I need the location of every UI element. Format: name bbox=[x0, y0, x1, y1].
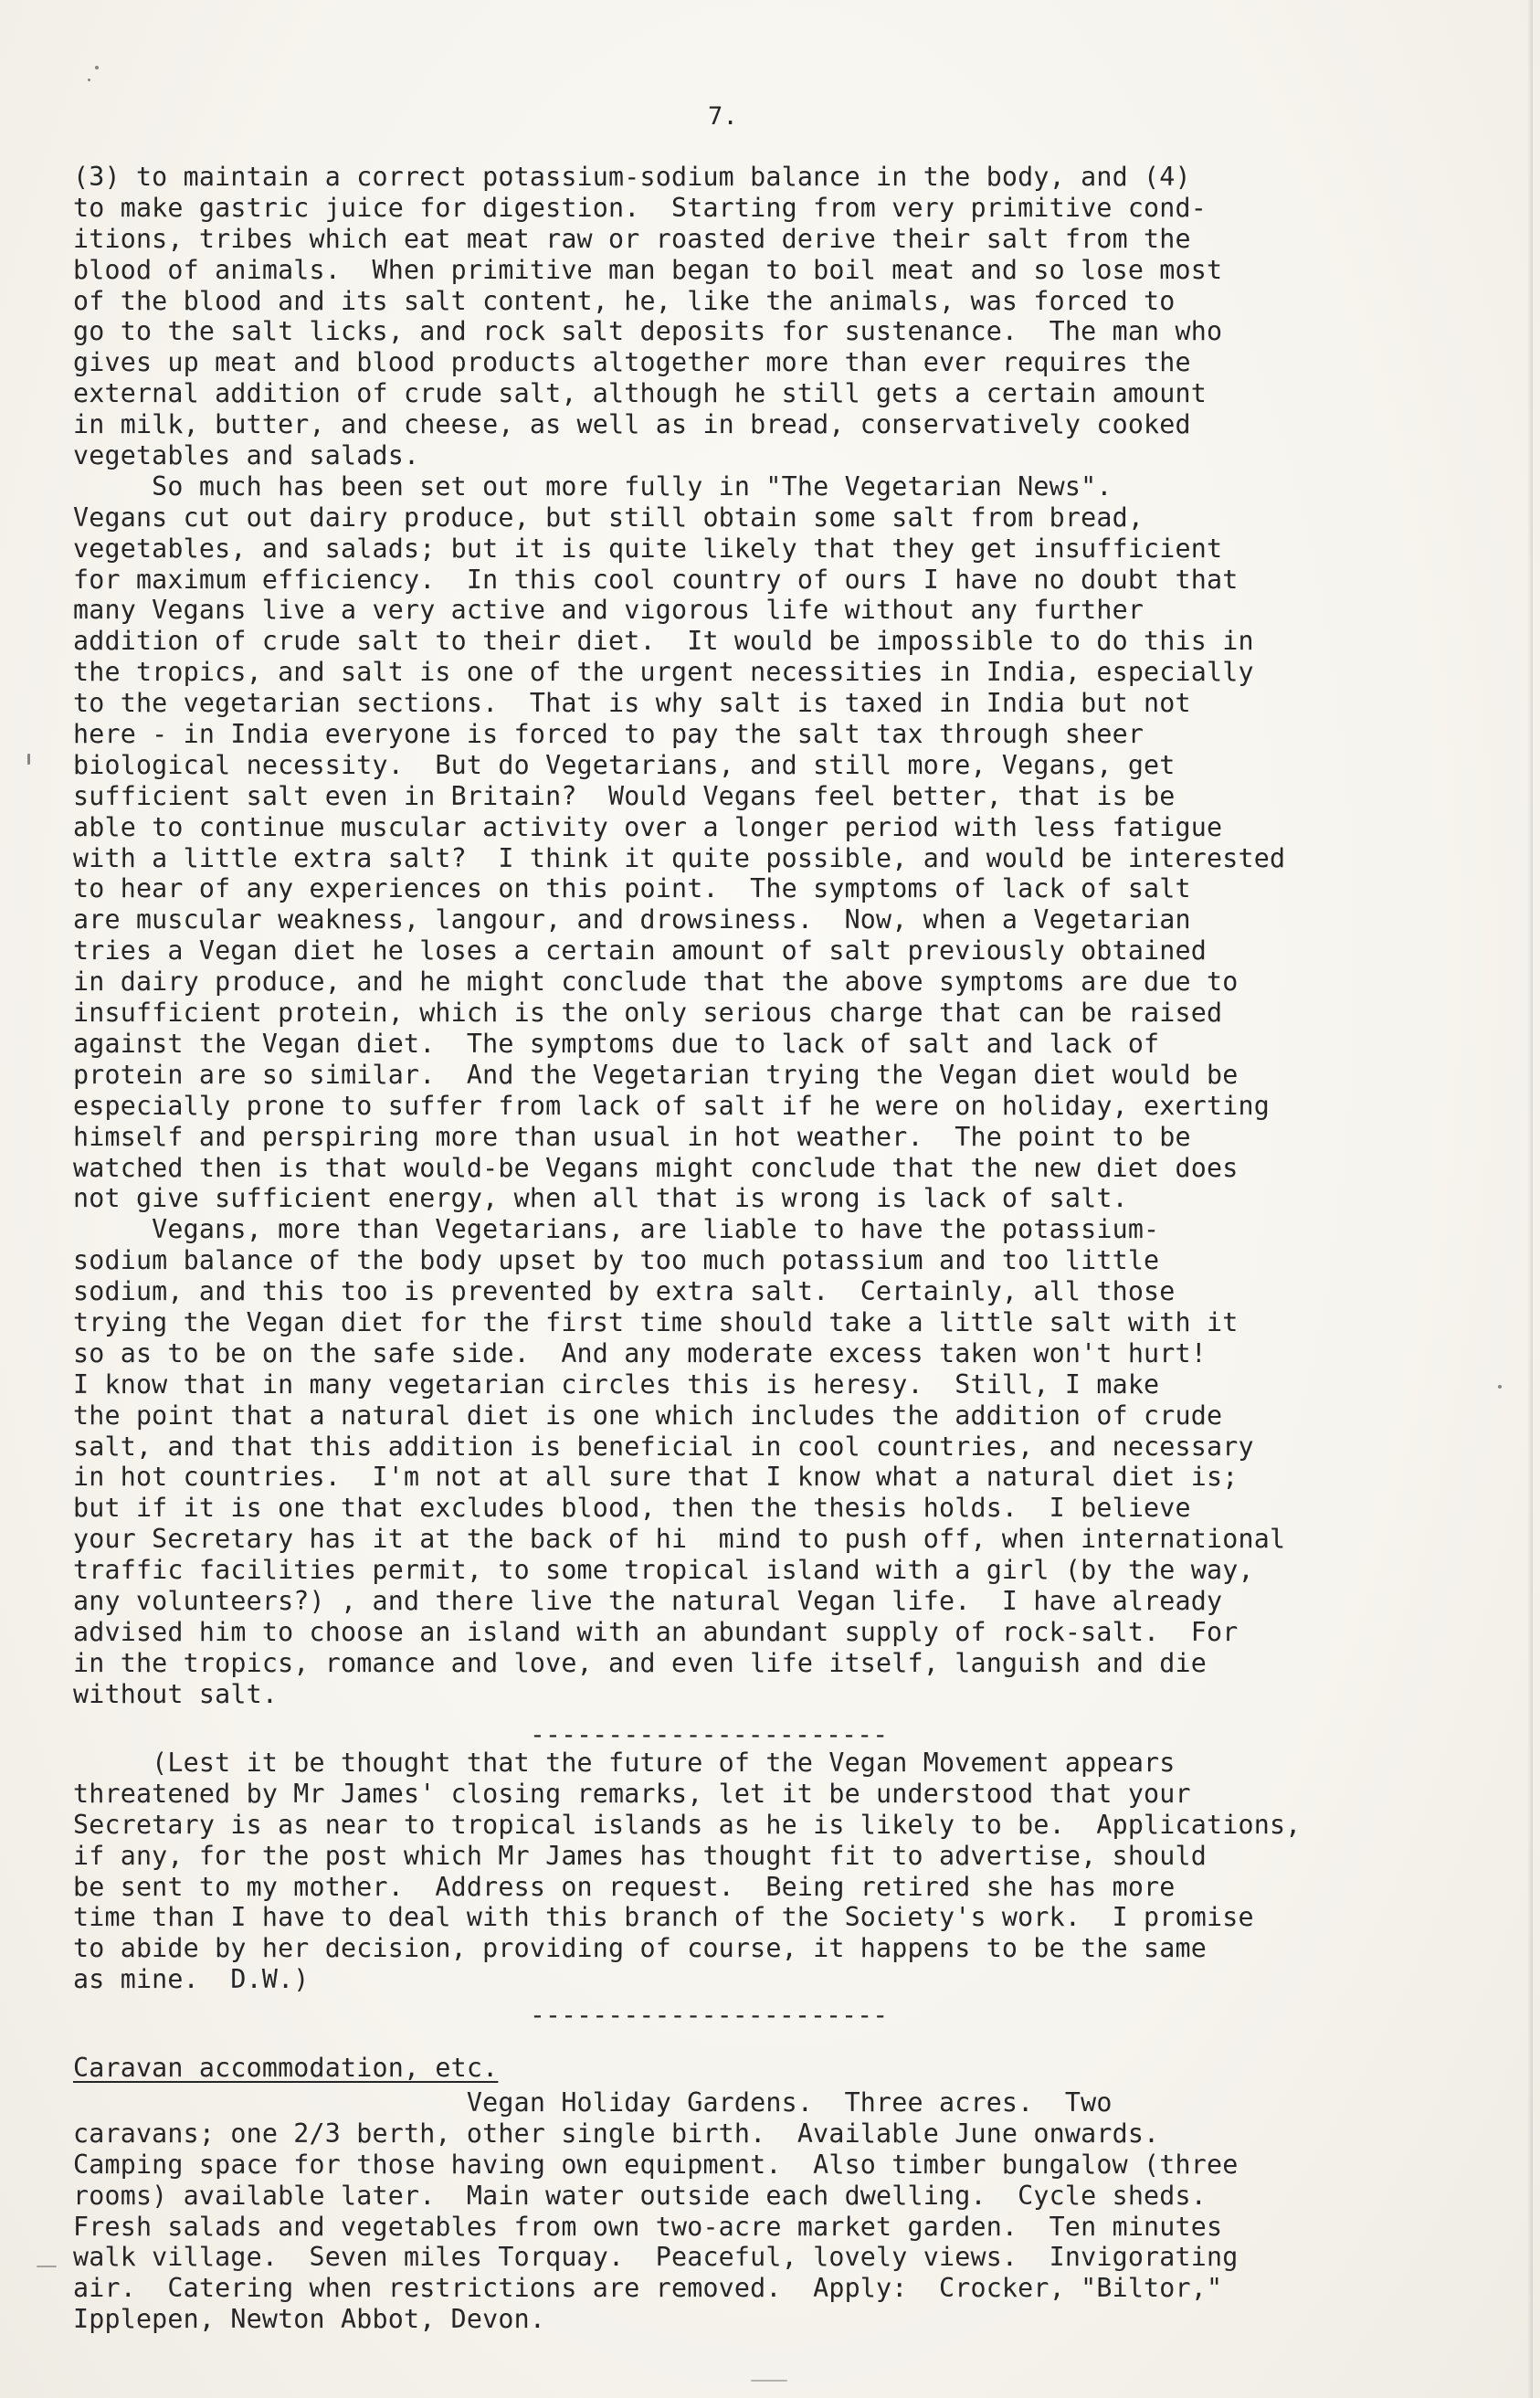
text-line: external addition of crude salt, although he still gets a certain amount bbox=[73, 378, 1208, 409]
text-line: insufficient protein, which is the only serious charge that can be raised bbox=[73, 998, 1223, 1029]
text-line: (Lest it be thought that the future of the Vegan Movement appears bbox=[73, 1748, 1176, 1778]
paper-speck bbox=[751, 2380, 787, 2382]
text-line: protein are so similar. And the Vegetarian trying the Vegan diet would be bbox=[73, 1059, 1239, 1090]
text-line: in hot countries. I'm not at all sure that I know what a natural diet is; bbox=[73, 1462, 1239, 1493]
paper-speck bbox=[1498, 1385, 1502, 1389]
text-line: able to continue muscular activity over a longer period with less fatigue bbox=[73, 811, 1223, 842]
text-line: vegetables, and salads; but it is quite likely that they get insufficient bbox=[73, 533, 1223, 564]
text-line: himself and perspiring more than usual in hot weather. The point to be bbox=[73, 1121, 1191, 1152]
text-line: of the blood and its salt content, he, like the animals, was forced to bbox=[73, 285, 1176, 316]
text-line: biological necessity. But do Vegetarians, and still more, Vegans, get bbox=[73, 749, 1176, 780]
text-line: threatened by Mr James' closing remarks, let it be understood that your bbox=[73, 1778, 1191, 1809]
text-line: Ipplepen, Newton Abbot, Devon. bbox=[73, 2304, 546, 2335]
text-line: with a little extra salt? I think it quite possible, and would be interested bbox=[73, 842, 1286, 873]
text-line: trying the Vegan diet for the first time should take a little salt with it bbox=[73, 1306, 1239, 1337]
text-line: as mine. D.W.) bbox=[73, 1964, 310, 1995]
paper-edge-shadow bbox=[1527, 0, 1533, 2398]
text-line: advised him to choose an island with an abundant supply of rock-salt. For bbox=[73, 1616, 1239, 1647]
text-line: vegetables and salads. bbox=[73, 440, 420, 471]
text-line: in milk, butter, and cheese, as well as in bread, conservatively cooked bbox=[73, 409, 1191, 440]
text-line: air. Catering when restrictions are removed. Apply: Crocker, "Biltor," bbox=[73, 2273, 1223, 2304]
text-line: watched then is that would-be Vegans might conclude that the new diet does bbox=[73, 1152, 1239, 1183]
section-divider: ----------------------- bbox=[530, 2000, 889, 2030]
main-article-text bbox=[73, 162, 1480, 1710]
text-line: be sent to my mother. Address on request. Being retired she has more bbox=[73, 1871, 1176, 1902]
text-line: sodium balance of the body upset by too much potassium and too little bbox=[73, 1245, 1160, 1276]
text-line: here - in India everyone is forced to pay the salt tax through sheer bbox=[73, 719, 1144, 750]
text-line: not give sufficient energy, when all that is wrong is lack of salt. bbox=[73, 1183, 1128, 1214]
paper-speck bbox=[27, 754, 30, 765]
text-line: gives up meat and blood products altogether more than ever requires the bbox=[73, 347, 1191, 378]
text-line: your Secretary has it at the back of hi mind to push off, when international bbox=[73, 1524, 1286, 1555]
text-line: time than I have to deal with this branch of the Society's work. I promise bbox=[73, 1902, 1254, 1933]
text-line: Secretary is as near to tropical islands as he is likely to be. Applications, bbox=[73, 1809, 1302, 1840]
text-line: rooms) available later. Main water outside each dwelling. Cycle sheds. bbox=[73, 2180, 1208, 2211]
text-line: if any, for the post which Mr James has thought fit to advertise, should bbox=[73, 1840, 1208, 1871]
page-number: 7. bbox=[708, 102, 738, 131]
editor-note bbox=[73, 1748, 1480, 1995]
text-line: itions, tribes which eat meat raw or roasted derive their salt from the bbox=[73, 223, 1191, 254]
text-line: but if it is one that excludes blood, then the thesis holds. I believe bbox=[73, 1493, 1191, 1524]
text-line: to make gastric juice for digestion. Starting from very primitive cond- bbox=[73, 192, 1208, 223]
text-line: Vegans, more than Vegetarians, are liable to have the potassium- bbox=[73, 1214, 1160, 1245]
text-line: without salt. bbox=[73, 1678, 279, 1709]
text-line: addition of crude salt to their diet. It would be impossible to do this in bbox=[73, 626, 1254, 657]
paper-speck bbox=[95, 66, 99, 69]
text-line: the tropics, and salt is one of the urgent necessities in India, especially bbox=[73, 657, 1254, 688]
caravan-heading: Caravan accommodation, etc. bbox=[73, 2053, 499, 2083]
text-line: in the tropics, romance and love, and even life itself, languish and die bbox=[73, 1647, 1208, 1678]
text-line: caravans; one 2/3 berth, other single birth. Available June onwards. bbox=[73, 2118, 1160, 2149]
text-line: sufficient salt even in Britain? Would Vegans feel better, that is be bbox=[73, 780, 1176, 811]
text-line: Camping space for those having own equipment. Also timber bungalow (three bbox=[73, 2149, 1239, 2180]
caravan-advert bbox=[73, 2087, 1480, 2335]
text-line: salt, and that this addition is beneficial in cool countries, and necessary bbox=[73, 1431, 1254, 1462]
text-line: any volunteers?) , and there live the natural Vegan life. I have already bbox=[73, 1585, 1223, 1616]
paper-speck bbox=[37, 2266, 57, 2267]
text-line: to hear of any experiences on this point. The symptoms of lack of salt bbox=[73, 873, 1191, 904]
text-line: walk village. Seven miles Torquay. Peaceful, lovely views. Invigorating bbox=[73, 2242, 1239, 2273]
text-line: Vegan Holiday Gardens. Three acres. Two bbox=[73, 2087, 1113, 2118]
paper-speck bbox=[88, 79, 90, 81]
text-line: So much has been set out more fully in "The Vegetarian News". bbox=[73, 470, 1113, 502]
text-line: especially prone to suffer from lack of salt if he were on holiday, exerting bbox=[73, 1090, 1270, 1121]
text-line: traffic facilities permit, to some tropical island with a girl (by the way, bbox=[73, 1555, 1254, 1586]
text-line: so as to be on the safe side. And any moderate excess taken won't hurt! bbox=[73, 1337, 1208, 1368]
text-line: the point that a natural diet is one which includes the addition of crude bbox=[73, 1400, 1223, 1431]
text-line: I know that in many vegetarian circles this is heresy. Still, I make bbox=[73, 1368, 1160, 1400]
text-line: to the vegetarian sections. That is why salt is taxed in India but not bbox=[73, 688, 1191, 719]
text-line: in dairy produce, and he might conclude that the above symptoms are due to bbox=[73, 967, 1239, 998]
text-line: Vegans cut out dairy produce, but still obtain some salt from bread, bbox=[73, 502, 1144, 533]
text-line: go to the salt licks, and rock salt deposits for sustenance. The man who bbox=[73, 316, 1223, 347]
text-line: sodium, and this too is prevented by extra salt. Certainly, all those bbox=[73, 1276, 1176, 1307]
text-line: (3) to maintain a correct potassium-sodium balance in the body, and (4) bbox=[73, 162, 1191, 192]
text-line: are muscular weakness, langour, and drowsiness. Now, when a Vegetarian bbox=[73, 904, 1191, 935]
text-line: blood of animals. When primitive man began to boil meat and so lose most bbox=[73, 254, 1223, 285]
section-divider: ----------------------- bbox=[530, 1719, 889, 1749]
text-line: many Vegans live a very active and vigorous life without any further bbox=[73, 595, 1144, 626]
text-line: against the Vegan diet. The symptoms due to lack of salt and lack of bbox=[73, 1028, 1160, 1059]
text-line: tries a Vegan diet he loses a certain amount of salt previously obtained bbox=[73, 935, 1208, 967]
text-line: to abide by her decision, providing of course, it happens to be the same bbox=[73, 1933, 1208, 1964]
text-line: for maximum efficiency. In this cool country of ours I have no doubt that bbox=[73, 564, 1239, 595]
text-line: Fresh salads and vegetables from own two-acre market garden. Ten minutes bbox=[73, 2211, 1223, 2242]
